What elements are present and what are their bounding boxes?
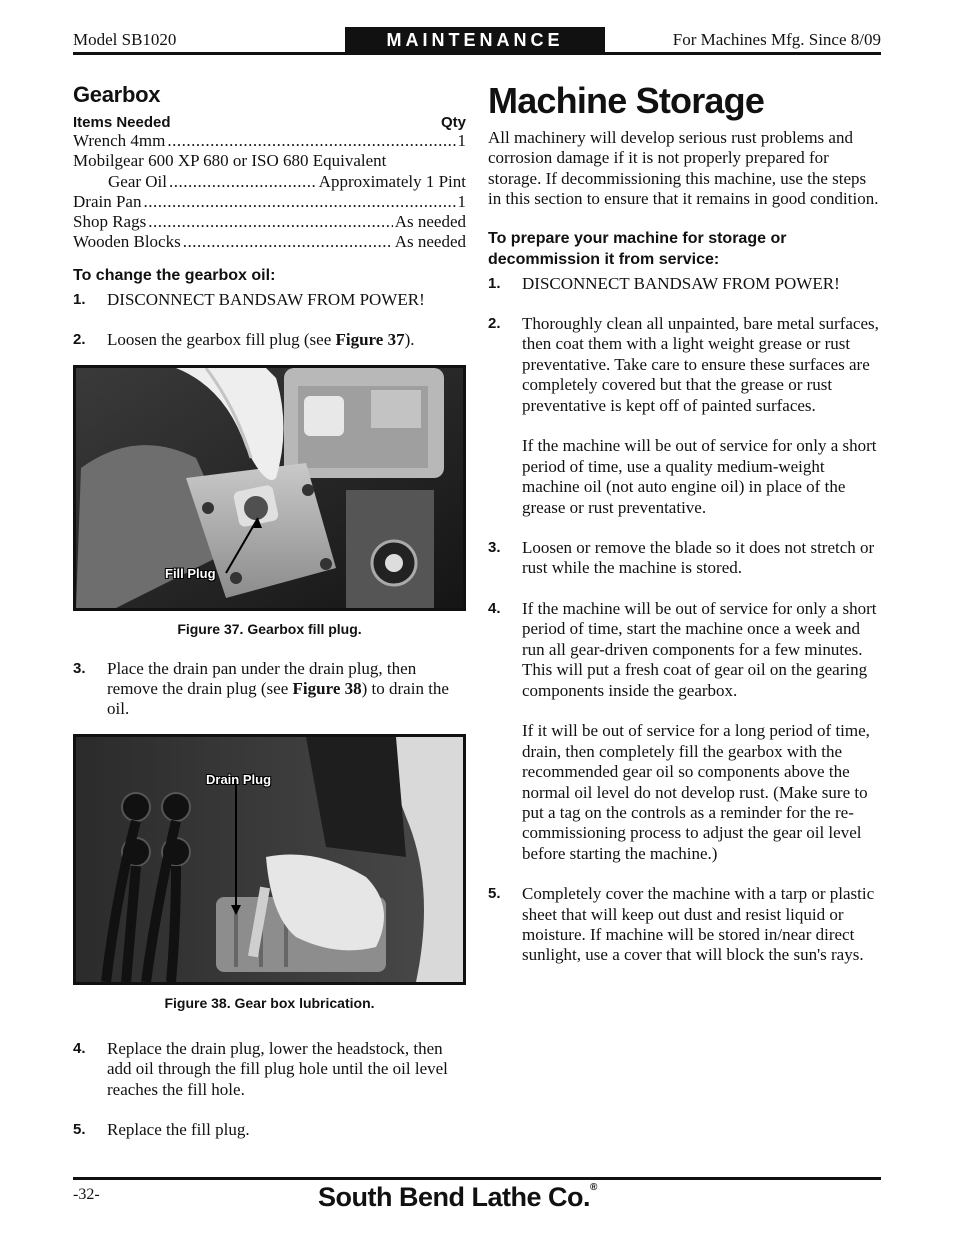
item-name: Drain Pan xyxy=(73,191,142,211)
storage-step xyxy=(488,884,881,966)
section-banner: MAINTENANCE xyxy=(345,27,605,54)
gearbox-step xyxy=(73,1120,466,1140)
figure-38 xyxy=(73,734,466,985)
step-number: 2. xyxy=(73,331,86,349)
step-number: 4. xyxy=(73,1039,86,1057)
item-row xyxy=(73,151,466,171)
item-name: Gear Oil xyxy=(108,171,168,191)
item-qty: 1 xyxy=(457,191,466,211)
item-name: Shop Rags xyxy=(73,212,147,232)
gearbox-step xyxy=(73,330,466,350)
items-qty-label: Qty xyxy=(440,114,466,131)
step-text: DISCONNECT BANDSAW FROM POWER! xyxy=(107,289,425,309)
item-qty: 1 xyxy=(457,131,466,150)
item-row xyxy=(73,192,466,212)
figure-37 xyxy=(73,365,466,611)
gearbox-procedure-title: To change the gearbox oil: xyxy=(73,266,276,284)
drain-plug-callout: Drain Plug xyxy=(206,771,272,787)
gearbox-title: Gearbox xyxy=(73,82,161,107)
figure-reference: Figure 37 xyxy=(335,330,405,350)
step-number: 5. xyxy=(488,885,501,903)
figure-reference: Figure 38 xyxy=(292,679,362,698)
gearbox-section xyxy=(73,82,466,1140)
item-row xyxy=(73,131,466,151)
brand-logo: South Bend Lathe Co.® xyxy=(318,1182,597,1212)
step-text: Place the drain pan under the drain plug, then remove the drain plug (see Figure 38) to drain the oil. xyxy=(107,658,449,719)
step-number: 1. xyxy=(488,274,501,292)
storage-step xyxy=(488,599,881,864)
item-name: Wooden Blocks xyxy=(73,232,181,252)
header-model: Model SB1020 xyxy=(73,30,177,49)
storage-step xyxy=(488,314,881,518)
storage-step xyxy=(488,538,881,579)
step-text: Replace the fill plug. xyxy=(107,1120,250,1140)
step-text: Completely cover the machine with a tarp or plastic sheet that will keep out dust and resist liquid or moisture. If machine will be stored in/near direct sunlight, use a cover that will block the sun's rays. xyxy=(522,884,875,965)
step-number: 1. xyxy=(73,290,86,308)
item-row xyxy=(73,212,466,232)
item-name: Wrench 4mm xyxy=(73,131,166,150)
step-text: DISCONNECT BANDSAW FROM POWER! xyxy=(522,273,840,293)
step-number: 3. xyxy=(488,539,501,557)
step-text: Replace the drain plug, lower the headstock, then add oil through the fill plug hole until the oil level reaches the fill hole. xyxy=(107,1038,448,1099)
fill-plug-callout: Fill Plug xyxy=(165,565,216,581)
header-mfg-date: For Machines Mfg. Since 8/09 xyxy=(672,30,881,49)
gearbox-step xyxy=(73,659,466,720)
step-number: 2. xyxy=(488,315,501,333)
step-text: If the machine will be out of service for only a short period of time, start the machine once a week and run all gear-driven components for a few minutes. This will put a fresh coat of gear oil on the gearing components inside the gearbox. If it will be out of service for a long period of time, drain, then completely fill the gearbox with the recommended gear oil so components above the normal oil level do not develop rust. (Make sure to put a tag on the controls as a reminder for the re-commissioning process to adjust the gear oil level before starting the machine.) xyxy=(522,598,877,863)
item-row xyxy=(73,172,466,192)
item-name: Mobilgear 600 XP 680 or ISO 680 Equivalent xyxy=(73,151,387,171)
gearbox-step xyxy=(73,290,466,310)
storage-title: Machine Storage xyxy=(488,80,765,121)
item-qty: As needed xyxy=(394,232,466,252)
storage-procedure-title: To prepare your machine for storage or decommission it from service: xyxy=(488,229,787,268)
step-number: 3. xyxy=(73,659,86,677)
footer-rule xyxy=(73,1177,881,1180)
item-qty: As needed xyxy=(394,212,466,232)
gearbox-fill-plug-photo xyxy=(76,368,463,608)
storage-step xyxy=(488,274,881,294)
storage-section xyxy=(488,82,881,966)
step-text: Thoroughly clean all unpainted, bare metal surfaces, then coat them with a light weight grease or rust preventative. Take care to ensure these surfaces are completely covered but that the grease or rust preventative is kept off of painted surfaces. If the machine will be out of service for only a short period of time, use a quality medium-weight machine oil (not auto engine oil) in place of the grease or rust preventative. xyxy=(522,314,879,517)
item-qty: Approximately 1 Pint xyxy=(318,171,466,191)
header-rule xyxy=(73,52,881,55)
items-needed-label: Items Needed xyxy=(73,114,171,131)
step-number: 5. xyxy=(73,1121,86,1139)
step-text: Loosen or remove the blade so it does not stretch or rust while the machine is stored. xyxy=(522,538,875,578)
items-needed-header xyxy=(73,114,466,131)
step-number: 4. xyxy=(488,599,501,617)
page-number: -32- xyxy=(73,1186,100,1203)
gearbox-step xyxy=(73,1039,466,1100)
item-row xyxy=(73,232,466,252)
figure-37-caption: Figure 37. Gearbox fill plug. xyxy=(177,620,362,637)
storage-intro: All machinery will develop serious rust problems and corrosion damage if it is not properly prepared for storage. If decommissioning this machine, use the steps in this section to ensure that it remains in good condition. xyxy=(488,128,879,209)
figure-38-caption: Figure 38. Gear box lubrication. xyxy=(164,994,375,1011)
step-text: Loosen the gearbox fill plug (see Figure 37). xyxy=(107,330,415,350)
